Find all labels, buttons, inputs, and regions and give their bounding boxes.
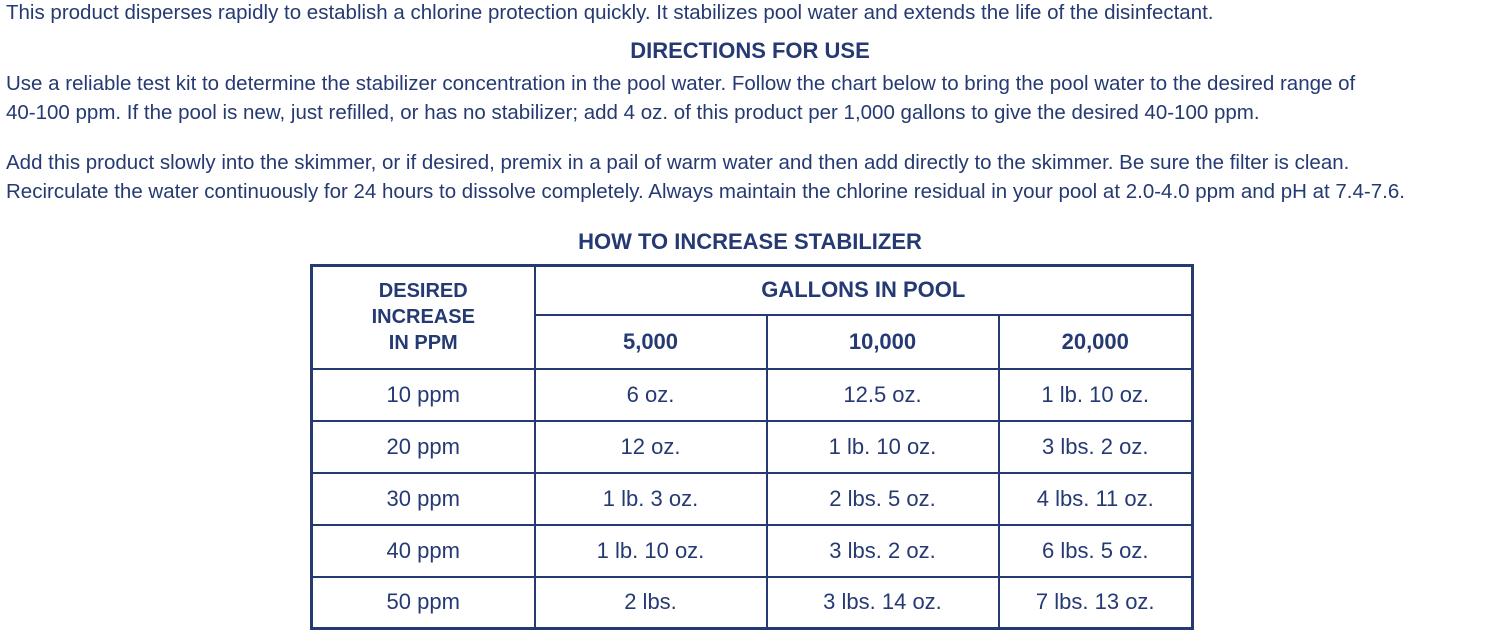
- amount-cell: 1 lb. 3 oz.: [535, 473, 767, 525]
- desired-header-line: DESIRED: [378, 280, 468, 303]
- amount-cell: 1 lb. 10 oz.: [999, 369, 1193, 421]
- amount-cell: 2 lbs. 5 oz.: [767, 473, 999, 525]
- directions-heading: DIRECTIONS FOR USE: [630, 38, 870, 63]
- column-header-20000: 20,000: [999, 315, 1193, 369]
- directions-paragraph-1-line-2: 40-100 ppm. If the pool is new, just refilled, or has no stabilizer; add 4 oz. of this product per 1,000 gallons to give the desired 40-100 ppm.: [6, 101, 1260, 124]
- table-row: [312, 421, 1193, 473]
- directions-paragraph-1-line-1: Use a reliable test kit to determine the stabilizer concentration in the pool water. Follow the chart below to bring the pool water to the desired range of: [6, 72, 1356, 95]
- directions-paragraph-2-line-2: Recirculate the water continuously for 24 hours to dissolve completely. Always maintain the chlorine residual in your pool at 2.0-4.0 ppm and pH at 7.4-7.6.: [6, 180, 1405, 203]
- stabilizer-table: [310, 264, 1194, 630]
- amount-cell: 2 lbs.: [535, 577, 767, 629]
- directions-paragraph-2: [6, 148, 1405, 206]
- ppm-cell: 10 ppm: [312, 369, 535, 421]
- amount-cell: 6 lbs. 5 oz.: [999, 525, 1193, 577]
- amount-cell: 12 oz.: [535, 421, 767, 473]
- column-header-5000: 5,000: [535, 315, 767, 369]
- amount-cell: 3 lbs. 2 oz.: [767, 525, 999, 577]
- amount-cell: 1 lb. 10 oz.: [535, 525, 767, 577]
- directions-paragraph-2-line-1: Add this product slowly into the skimmer, or if desired, premix in a pail of warm water and then add directly to the skimmer. Be sure the filter is clean.: [6, 151, 1350, 174]
- table-row: [312, 369, 1193, 421]
- amount-cell: 3 lbs. 14 oz.: [767, 577, 999, 629]
- column-header-10000: 10,000: [767, 315, 999, 369]
- ppm-cell: 30 ppm: [312, 473, 535, 525]
- intro-text: This product disperses rapidly to establish a chlorine protection quickly. It stabilizes pool water and extends the life of the disinfectant.: [6, 1, 1214, 24]
- amount-cell: 4 lbs. 11 oz.: [999, 473, 1193, 525]
- table-heading: HOW TO INCREASE STABILIZER: [578, 229, 922, 254]
- directions-paragraph-1: [6, 69, 1355, 127]
- amount-cell: 12.5 oz.: [767, 369, 999, 421]
- desired-header-line: INCREASE: [371, 306, 475, 329]
- table-row: [312, 525, 1193, 577]
- amount-cell: 6 oz.: [535, 369, 767, 421]
- table-row: [312, 577, 1193, 629]
- desired-header-line: IN PPM: [388, 332, 458, 355]
- amount-cell: 7 lbs. 13 oz.: [999, 577, 1193, 629]
- gallons-header: GALLONS IN POOL: [535, 266, 1193, 315]
- desired-increase-header: [312, 266, 535, 369]
- table-row: [312, 473, 1193, 525]
- amount-cell: 3 lbs. 2 oz.: [999, 421, 1193, 473]
- table-header-row: [312, 266, 1193, 315]
- ppm-cell: 40 ppm: [312, 525, 535, 577]
- amount-cell: 1 lb. 10 oz.: [767, 421, 999, 473]
- ppm-cell: 20 ppm: [312, 421, 535, 473]
- ppm-cell: 50 ppm: [312, 577, 535, 629]
